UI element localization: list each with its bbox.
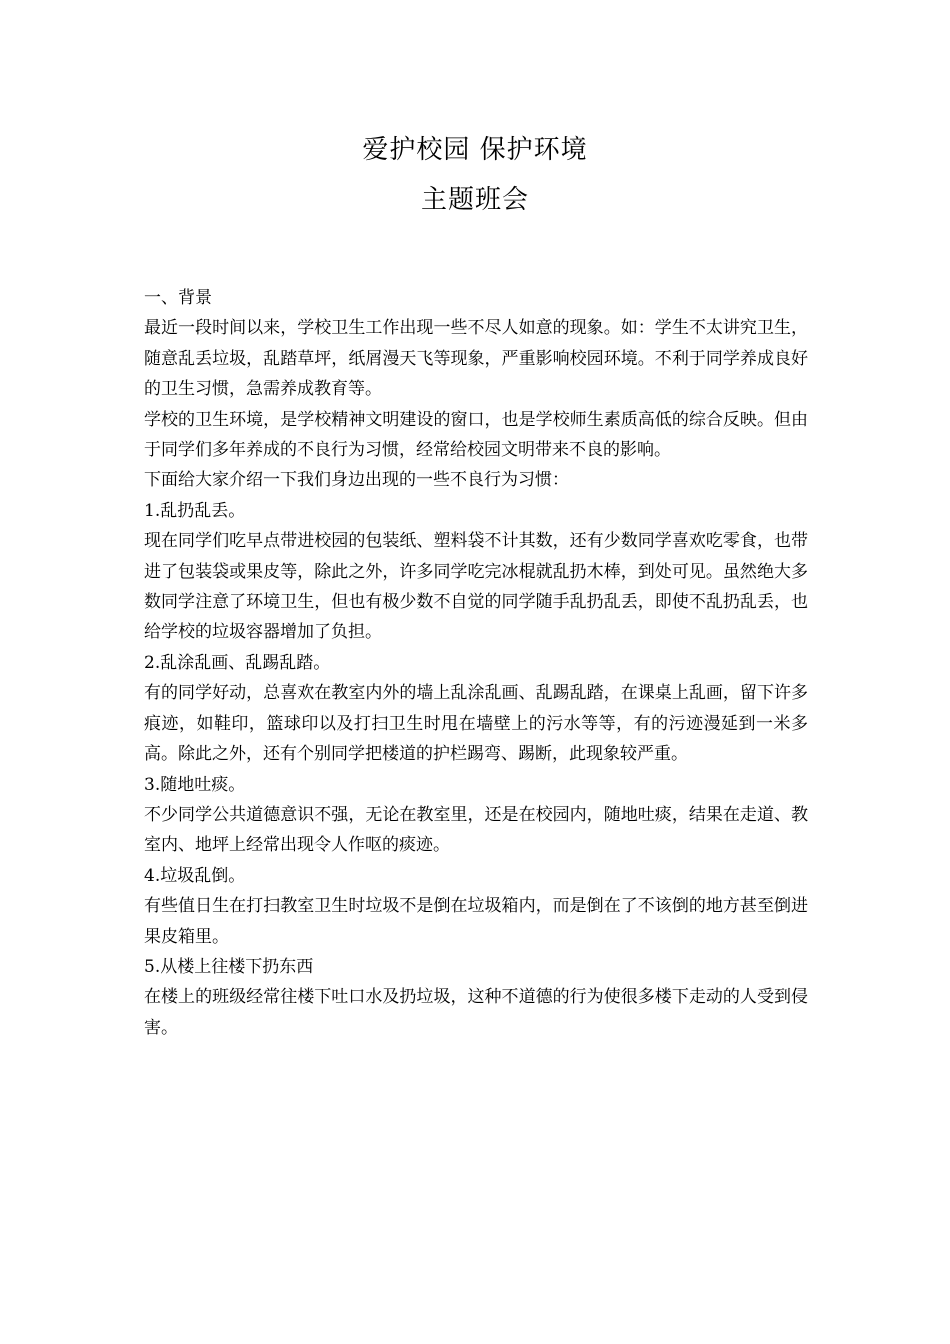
paragraph: 不少同学公共道德意识不强，无论在教室里，还是在校园内，随地吐痰，结果在走道、教室内、地坪上经常出现令人作呕的痰迹。 [144,804,808,856]
item-heading-graffiti: 2.乱涂乱画、乱踢乱踏。 [144,652,331,673]
paragraph: 有些值日生在打扫教室卫生时垃圾不是倒在垃圾箱内，而是倒在了不该倒的地方甚至倒进果皮箱里。 [144,896,808,947]
item-heading-throwing: 5.从楼上往楼下扔东西 [144,956,314,977]
section-heading-background: 一、背景 [144,288,212,308]
paragraph: 最近一段时间以来，学校卫生工作出现一些不尽人如意的现象。如：学生不太讲究卫生，随意乱丢垃圾，乱踏草坪，纸屑漫天飞等现象，严重影响校园环境。不利于同学养成良好的卫生习惯，急需养成教育等。 [144,318,808,400]
paragraph: 下面给大家介绍一下我们身边出现的一些不良行为习惯： [144,470,569,491]
item-heading-spitting: 3.随地吐痰。 [144,774,246,795]
paragraph: 现在同学们吃早点带进校园的包装纸、塑料袋不计其数，还有少数同学喜欢吃零食，也带进了包装袋或果皮等，除此之外，许多同学吃完冰棍就乱扔木棒，到处可见。虽然绝大多数同学注意了环境卫生，但也有极少数不自觉的同学随手乱扔乱丢，即使不乱扔乱丢，也给学校的垃圾容器增加了负担。 [144,531,808,643]
paragraph: 在楼上的班级经常往楼下吐口水及扔垃圾，这种不道德的行为使很多楼下走动的人受到侵害。 [144,987,808,1038]
document-body [144,283,808,1043]
paragraph: 学校的卫生环境，是学校精神文明建设的窗口，也是学校师生素质高低的综合反映。但由于同学们多年养成的不良行为习惯，经常给校园文明带来不良的影响。 [144,409,808,461]
document-title: 爱护校园 保护环境 [362,135,588,165]
item-heading-littering: 1.乱扔乱丢。 [144,500,246,521]
paragraph: 有的同学好动，总喜欢在教室内外的墙上乱涂乱画、乱踢乱踏，在课桌上乱画，留下许多痕迹，如鞋印，篮球印以及打扫卫生时甩在墙壁上的污水等等，有的污迹漫延到一米多高。除此之外，还有个别同学把楼道的护栏踢弯、踢断，此现象较严重。 [144,683,808,765]
document-subtitle: 主题班会 [420,185,529,215]
item-heading-garbage: 4.垃圾乱倒。 [144,865,246,886]
